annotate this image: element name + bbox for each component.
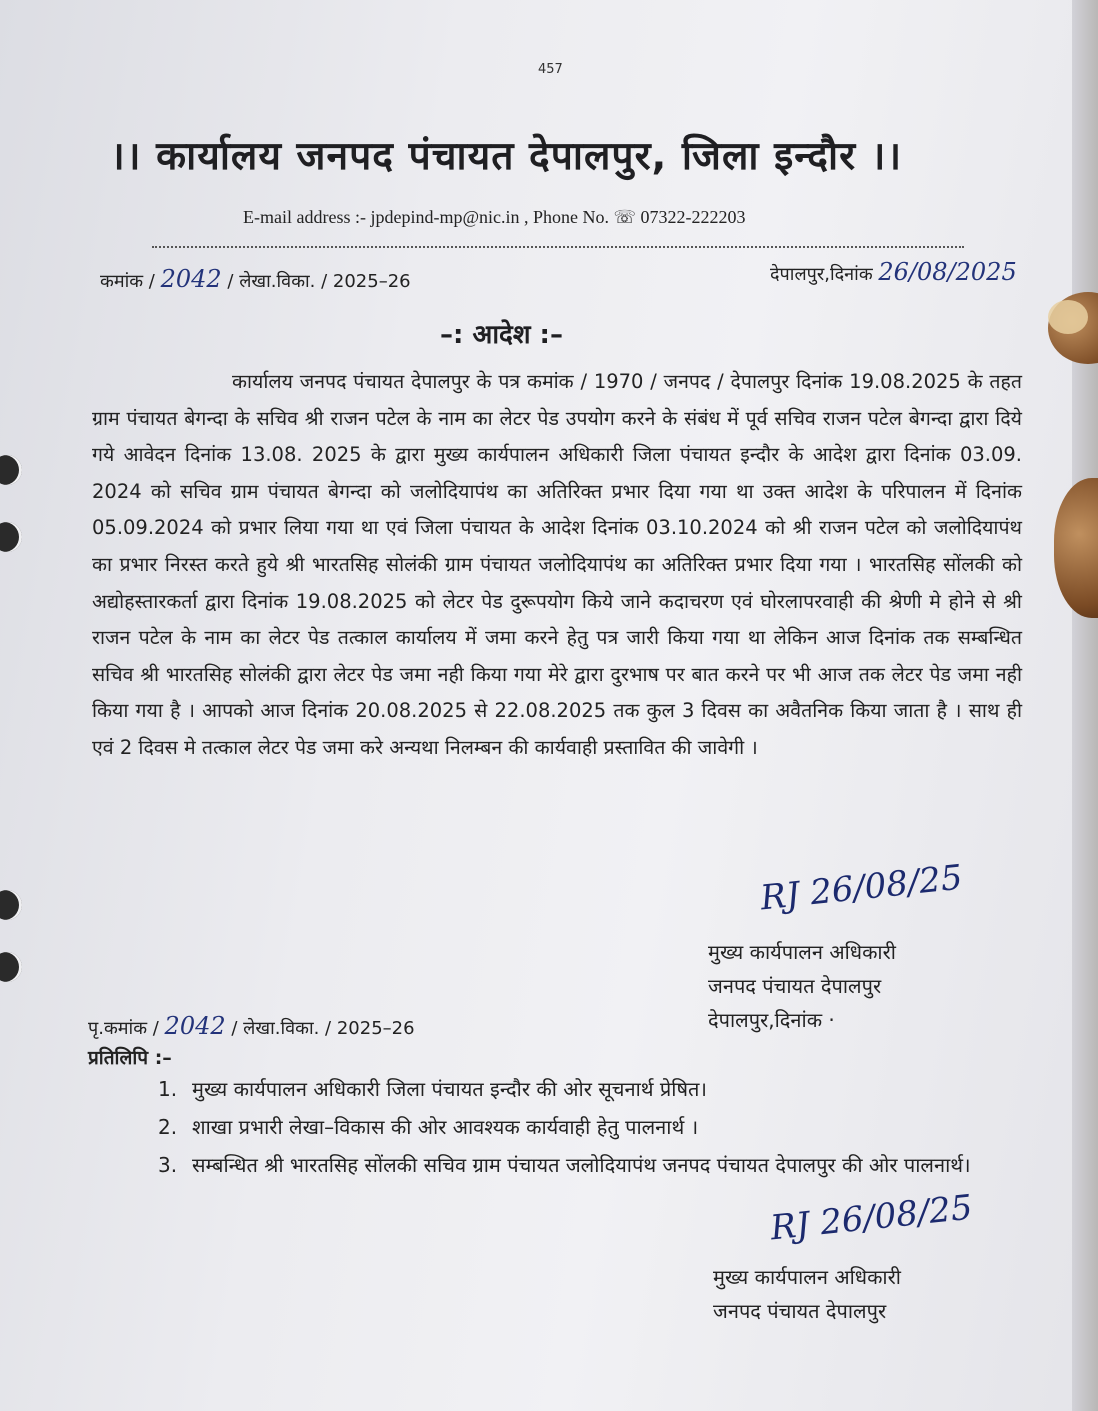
list-item-text: मुख्य कार्यपालन अधिकारी जिला पंचायत इन्दौर की ओर सूचनार्थ प्रेषित।	[192, 1077, 708, 1101]
list-item-text: सम्बन्धित श्री भारतसिह सोंलकी सचिव ग्राम पंचायत जलोदियापंथ जनपद पंचायत देपालपुर की ओर पालनार्थ।	[192, 1153, 971, 1177]
reference-prefix: कमांक /	[100, 271, 155, 292]
punch-hole	[0, 522, 22, 552]
signatory-block-1	[708, 935, 896, 1037]
reference-number	[100, 265, 411, 293]
list-item-number: 1.	[158, 1077, 178, 1101]
copy-list	[158, 1070, 1038, 1184]
fingernail-image	[1048, 300, 1088, 334]
copy-reference	[88, 1012, 415, 1040]
signatory-designation: मुख्य कार्यपालन अधिकारी	[713, 1265, 901, 1289]
punch-hole	[0, 890, 22, 920]
order-heading: –: आदेश :–	[440, 320, 563, 350]
signatory-block-2	[713, 1260, 901, 1328]
date-prefix: देपालपुर,दिनांक	[770, 264, 873, 285]
date-handwritten: 26/08/2025	[878, 258, 1017, 286]
contact-line: E-mail address :- jpdepind-mp@nic.in , Phone No. ☏ 07322-222203	[243, 207, 746, 227]
copy-ref-suffix: / लेखा.विका. / 2025–26	[231, 1018, 415, 1039]
copy-ref-prefix: पृ.कमांक /	[88, 1018, 159, 1039]
list-item	[158, 1146, 1038, 1184]
office-title: ।। कार्यालय जनपद पंचायत देपालपुर, जिला इन्दौर ।।	[110, 134, 903, 179]
punch-hole	[0, 455, 22, 485]
order-body: कार्यालय जनपद पंचायत देपालपुर के पत्र कमांक / 1970 / जनपद / देपालपुर दिनांक 19.08.2025 के तहत ग्राम पंचायत बेगन्दा के सचिव श्री राजन पटेल के नाम का लेटर पेड उपयोग करने के संबंध में पूर्व सचिव राजन पटेल बेगन्दा द्वारा दिये गये आवेदन दिनांक 13.08. 2025 के द्वारा मुख्य कार्यपालन अधिकारी जिला पंचायत इन्दौर के आदेश द्वारा दिनांक 03.09. 2024 को सचिव ग्राम पंचायत बेगन्दा को जलोदियापंथ का अतिरिक्त प्रभार दिया गया था उक्त आदेश के परिपालन में दिनांक 05.09.2024 को प्रभार लिया गया था एवं जिला पंचायत के आदेश दिनांक 03.10.2024 को श्री राजन पटेल को जलोदियापंथ का प्रभार निरस्त करते हुये श्री भारतसिह सोलंकी ग्राम पंचायत जलोदियापंथ का अतिरिक्त प्रभार दिया गया । भारतसिह सोंलकी को अद्योहस्तारकर्ता द्वारा दिनांक 19.08.2025 को लेटर पेड दुरूपयोग किये जाने कदाचरण एवं घोरलापरवाही की श्रेणी मे होने से श्री राजन पटेल के नाम का लेटर पेड तत्काल कार्यालय में जमा करने हेतु पत्र जारी किया गया था लेकिन आज दिनांक तक सम्बन्धित सचिव श्री भारतसिह सोलंकी द्वारा लेटर पेड जमा नही किया गया मेरे द्वारा दुरभाष पर बात करने पर भी आज तक लेटर पेड जमा नही किया गया है । आपको आज दिनांक 20.08.2025 से 22.08.2025 तक कुल 3 दिवस का अवैतनिक किया जाता है । साथ ही एवं 2 दिवस मे तत्काल लेटर पेड जमा करे अन्यथा निलम्बन की कार्यवाही प्रस्तावित की जावेगी ।	[92, 370, 1022, 759]
signatory-office: जनपद पंचायत देपालपुर	[708, 974, 882, 998]
reference-date	[770, 258, 1017, 286]
list-item	[158, 1108, 1038, 1146]
reference-handwritten-number: 2042	[160, 265, 222, 293]
list-item-number: 3.	[158, 1153, 178, 1177]
reference-suffix: / लेखा.विका. / 2025–26	[227, 271, 411, 292]
punch-hole	[0, 952, 22, 982]
signature-2: RJ 26/08/25	[768, 1187, 975, 1249]
copy-label: प्रतिलिपि :–	[88, 1047, 172, 1069]
copy-ref-handwritten-number: 2042	[164, 1012, 226, 1040]
finger-image	[1054, 478, 1098, 618]
signatory-designation: मुख्य कार्यपालन अधिकारी	[708, 940, 896, 964]
page-number: 457	[538, 62, 563, 77]
list-item	[158, 1070, 1038, 1108]
list-item-number: 2.	[158, 1115, 178, 1139]
signature-1: RJ 26/08/25	[758, 857, 965, 919]
signatory-office: जनपद पंचायत देपालपुर	[713, 1299, 887, 1323]
dotted-divider	[152, 246, 964, 248]
page-edge	[1072, 0, 1098, 1411]
signatory-date: देपालपुर,दिनांक ·	[708, 1008, 835, 1032]
list-item-text: शाखा प्रभारी लेखा–विकास की ओर आवश्यक कार्यवाही हेतु पालनार्थ ।	[192, 1115, 699, 1139]
